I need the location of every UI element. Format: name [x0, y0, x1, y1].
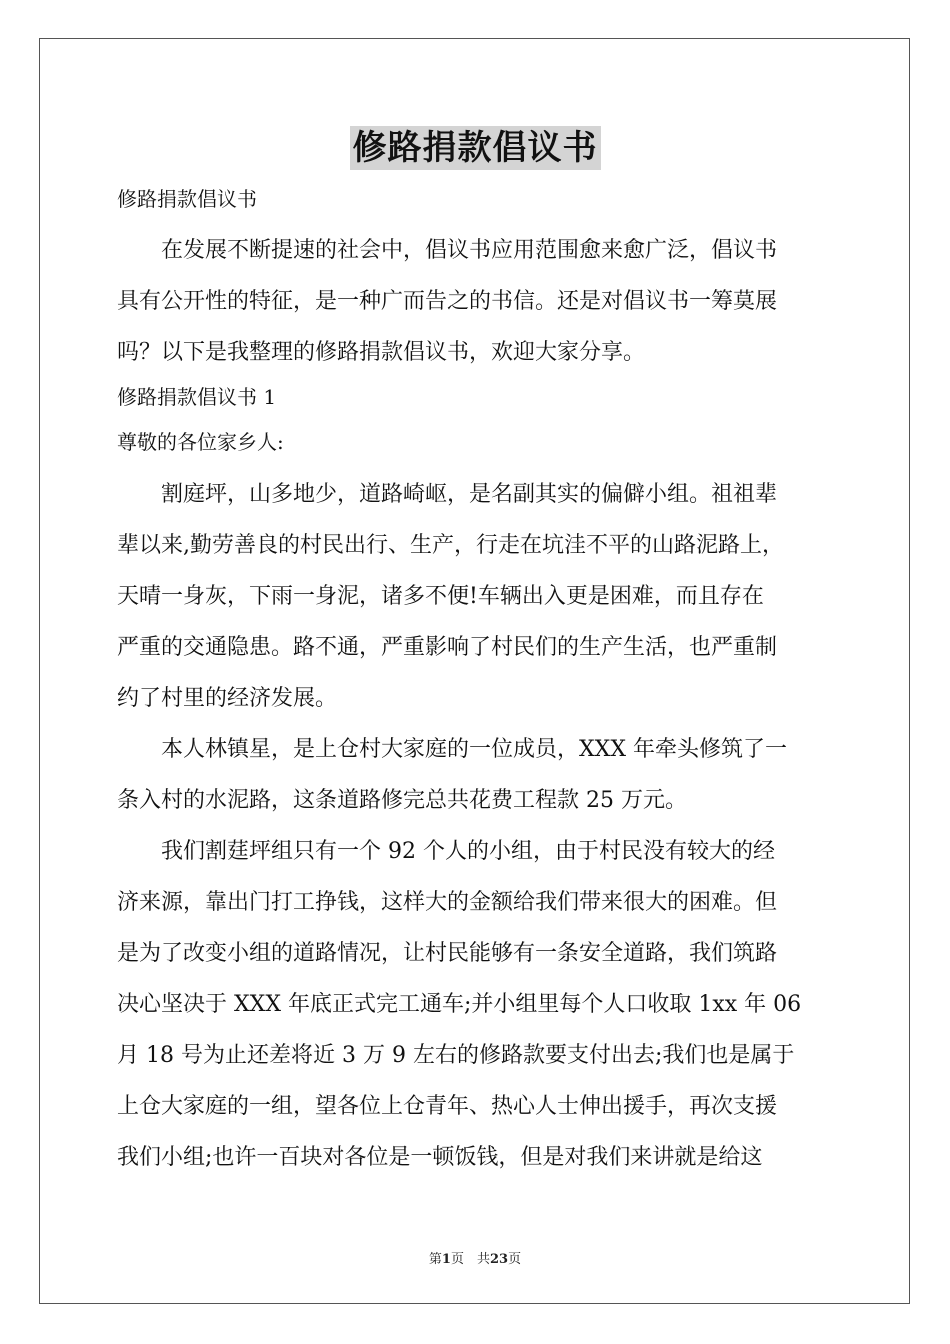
salutation: 尊敬的各位家乡人:	[117, 430, 284, 454]
document-body	[117, 180, 833, 1183]
paragraph-1	[117, 469, 833, 724]
intro-line: 在发展不断提速的社会中，倡议书应用范围愈来愈广泛，倡议书	[117, 238, 778, 263]
paragraph-line: 割庭坪，山多地少，道路崎岖，是名副其实的偏僻小组。祖祖辈	[117, 482, 778, 507]
title-wrap	[0, 126, 950, 170]
section-title: 修路捐款倡议书 1	[117, 385, 277, 409]
paragraph-line: 济来源，靠出门打工挣钱，这样大的金额给我们带来很大的困难。但	[117, 890, 778, 915]
paragraph-line: 上仓大家庭的一组，望各位上仓青年、热心人士伸出援手，再次支援	[117, 1094, 778, 1119]
footer-prefix: 第	[428, 1252, 442, 1267]
intro-line: 具有公开性的特征，是一种广而告之的书信。还是对倡议书一筹莫展	[117, 289, 778, 314]
paragraph-line: 天晴一身灰，下雨一身泥，诸多不便!车辆出入更是困难，而且存在	[117, 584, 764, 609]
paragraph-line: 条入村的水泥路，这条道路修完总共花费工程款 25 万元。	[117, 788, 687, 813]
paragraph-line: 本人林镇星，是上仓村大家庭的一位成员，XXX 年牵头修筑了一	[117, 737, 787, 762]
document-title: 修路捐款倡议书	[350, 126, 601, 170]
paragraph-3	[117, 826, 833, 1183]
paragraph-line: 是为了改变小组的道路情况，让村民能够有一条安全道路，我们筑路	[117, 941, 778, 966]
paragraph-line: 辈以来,勤劳善良的村民出行、生产，行走在坑洼不平的山路泥路上，	[117, 533, 784, 558]
paragraph-2	[117, 724, 833, 826]
paragraph-line: 严重的交通隐患。路不通，严重影响了村民们的生产生活，也严重制	[117, 635, 778, 660]
page-footer	[0, 1248, 950, 1267]
subtitle: 修路捐款倡议书	[117, 187, 257, 211]
intro-line: 吗？以下是我整理的修路捐款倡议书，欢迎大家分享。	[117, 340, 646, 365]
footer-mid: 页 共	[450, 1252, 490, 1267]
paragraph-line: 我们割莛坪组只有一个 92 个人的小组，由于村民没有较大的经	[117, 839, 775, 864]
paragraph-line: 约了村里的经济发展。	[117, 686, 338, 711]
footer-page-total: 23	[489, 1252, 509, 1267]
paragraph-line: 月 18 号为止还差将近 3 万 9 左右的修路款要支付出去;我们也是属于	[117, 1043, 795, 1068]
paragraph-line: 我们小组;也许一百块对各位是一顿饭钱，但是对我们来讲就是给这	[117, 1145, 763, 1170]
footer-suffix: 页	[508, 1252, 522, 1267]
intro-paragraph	[117, 225, 833, 378]
footer-page-current: 1	[441, 1252, 451, 1267]
paragraph-line: 决心坚决于 XXX 年底正式完工通车;并小组里每个人口收取 1xx 年 06	[117, 992, 802, 1017]
